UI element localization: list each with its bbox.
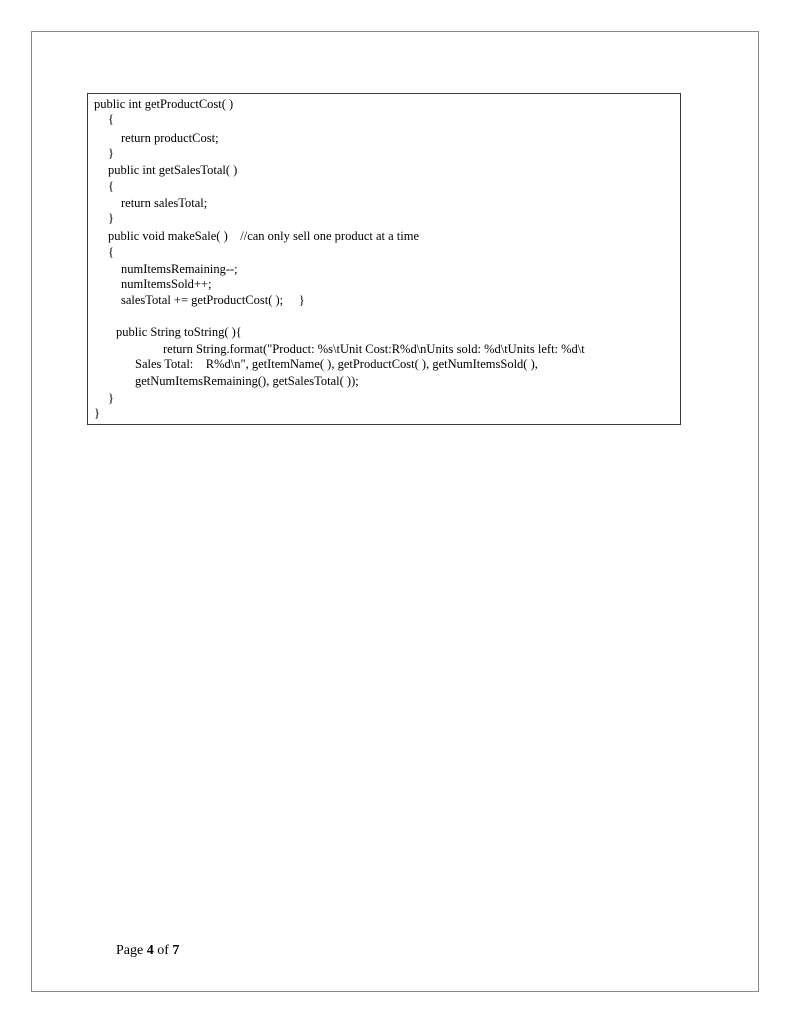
page-number <box>116 942 179 960</box>
code-line: Sales Total: R%d\n", getItemName( ), getProductCost( ), getNumItemsSold( ), <box>135 357 538 371</box>
code-line: { <box>108 112 114 126</box>
code-line: public void makeSale( ) //can only sell one product at a time <box>108 229 420 243</box>
code-block <box>87 93 681 425</box>
code-line: public int getProductCost( ) <box>94 97 234 111</box>
code-line: numItemsSold++; <box>121 277 212 291</box>
code-line: return productCost; <box>121 131 219 145</box>
current-page-number: 4 <box>146 943 154 958</box>
total-page-count: 7 <box>172 943 180 958</box>
of-word: of <box>157 943 169 958</box>
page-word: Page <box>116 943 144 958</box>
code-line: } <box>94 406 100 420</box>
code-line: numItemsRemaining--; <box>121 262 238 276</box>
code-line: } <box>108 211 114 225</box>
code-line: public int getSalesTotal( ) <box>108 163 238 177</box>
code-line: getNumItemsRemaining(), getSalesTotal( )); <box>135 374 359 388</box>
code-line: return salesTotal; <box>121 196 208 210</box>
code-line: { <box>108 179 114 193</box>
code-line: } <box>108 391 114 405</box>
code-line: { <box>108 245 114 259</box>
code-line: } <box>108 146 114 160</box>
code-line: salesTotal += getProductCost( ); } <box>121 293 305 307</box>
code-line: return String.format("Product: %s\tUnit Cost:R%d\nUnits sold: %d\tUnits left: %d\t <box>163 342 585 356</box>
code-line: public String toString( ){ <box>116 325 242 339</box>
